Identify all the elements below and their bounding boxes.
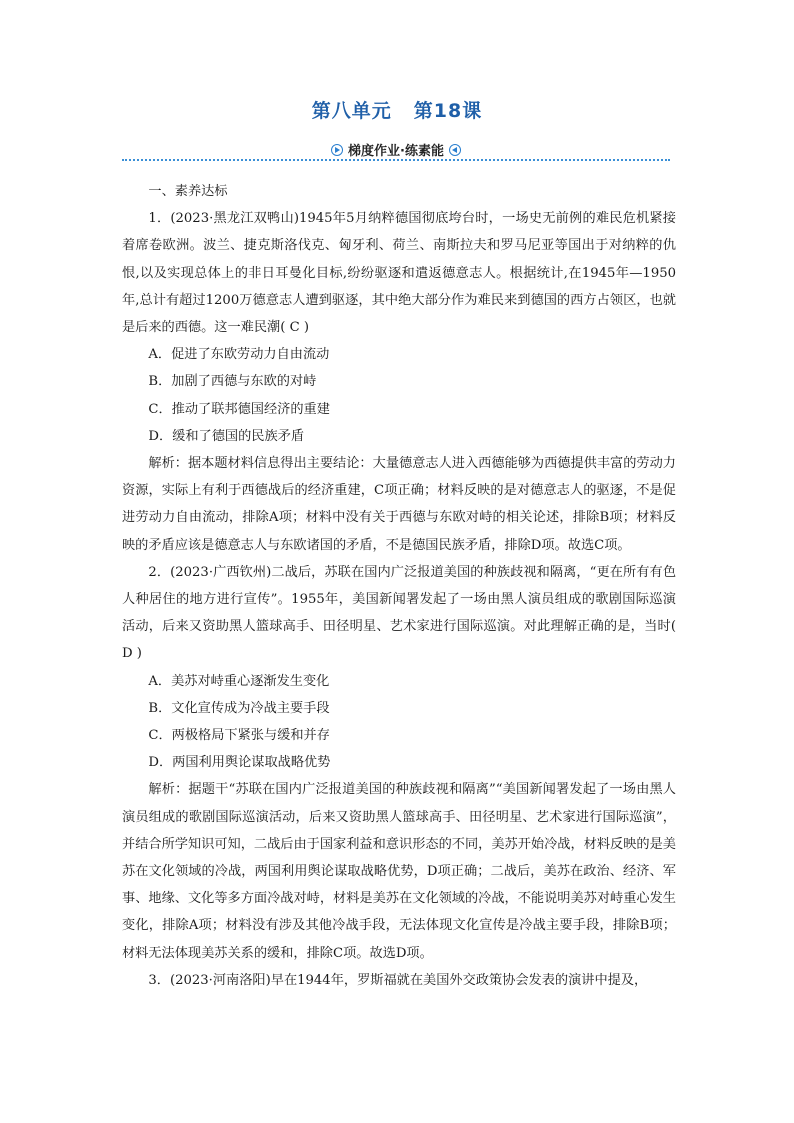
banner-label	[325, 140, 467, 159]
arrow-right-icon	[331, 144, 343, 156]
answer-option: B．文化宣传成为冷战主要手段	[148, 700, 330, 716]
analysis-text: 解析：据题干“苏联在国内广泛报道美国的种族歧视和隔离”“美国新闻署发起了一场由黑人演员组成的歌剧国际巡演活动，后来又资助黑人篮球高手、田径明星、艺术家进行国际巡演”，并结合所学知识可知，二战后由于国家利益和意识形态的不同，美苏开始冷战，材料反映的是美苏在文化领域的冷战，两国利用舆论谋取战略优势，D项正确；二战后，美苏在政治、经济、军事、地缘、文化等多方面冷战对峙，材料是美苏在文化领域的冷战，不能说明美苏对峙重心发生变化，排除A项；材料没有涉及其他冷战手段，无法体现文化宣传是冷战主要手段，排除B项；材料无法体现美苏关系的缓和，排除C项。故选D项。	[122, 782, 676, 961]
answer-option: C．两极格局下紧张与缓和并存	[148, 728, 330, 744]
question-stem: 1．(2023·黑龙江双鸭山)1945年5月纳粹德国彻底垮台时，一场史无前例的难民危机紧接着席卷欧洲。波兰、捷克斯洛伐克、匈牙利、荷兰、南斯拉夫和罗马尼亚等国出于对纳粹的仇恨,以及实现总体上的非日耳曼化目标,纷纷驱逐和遣返德意志人。根据统计,在1945年—1950年,总计有超过1200万德意志人遭到驱逐，其中绝大部分作为难民来到德国的西方占领区，也就是后来的西德。这一难民潮( C )	[122, 211, 676, 336]
document-body	[122, 178, 676, 994]
answer-option: D．两国利用舆论谋取战略优势	[148, 755, 331, 771]
section-heading: 一、素养达标	[148, 184, 228, 199]
analysis-text: 解析：据本题材料信息得出主要结论：大量德意志人进入西德能够为西德提供丰富的劳动力资源，实际上有利于西德战后的经济重建，C项正确；材料反映的是对德意志人的驱逐，不是促进劳动力自由流动，排除A项；材料中没有关于西德与东欧对峙的相关论述，排除B项；材料反映的矛盾应该是德意志人与东欧诸国的矛盾，不是德国民族矛盾，排除D项。故选C项。	[122, 456, 676, 553]
question-stem: 2．(2023·广西钦州)二战后，苏联在国内广泛报道美国的种族歧视和隔离，“更在所有有色人种居住的地方进行宣传”。1955年，美国新闻署发起了一场由黑人演员组成的歌剧国际巡演活动，后来又资助黑人篮球高手、田径明星、艺术家进行国际巡演。对此理解正确的是，当时( D )	[122, 564, 676, 662]
answer-option: C．推动了联邦德国经济的重建	[148, 401, 330, 417]
page-title	[0, 96, 794, 123]
arrow-left-icon	[449, 144, 461, 156]
lesson-title: 第18课	[413, 100, 483, 122]
answer-option: D．缓和了德国的民族矛盾	[148, 428, 305, 444]
banner-text: 梯度作业·练素能	[348, 144, 444, 159]
answer-option: A．促进了东欧劳动力自由流动	[148, 347, 330, 363]
dotted-divider	[122, 159, 670, 161]
question-stem: 3．(2023·河南洛阳)早在1944年，罗斯福就在美国外交政策协会发表的演讲中提及，	[148, 972, 648, 988]
answer-option: B．加剧了西德与东欧的对峙	[148, 374, 317, 390]
unit-title: 第八单元	[311, 100, 392, 122]
answer-option: A．美苏对峙重心逐渐发生变化	[148, 673, 330, 689]
section-banner	[122, 140, 670, 162]
